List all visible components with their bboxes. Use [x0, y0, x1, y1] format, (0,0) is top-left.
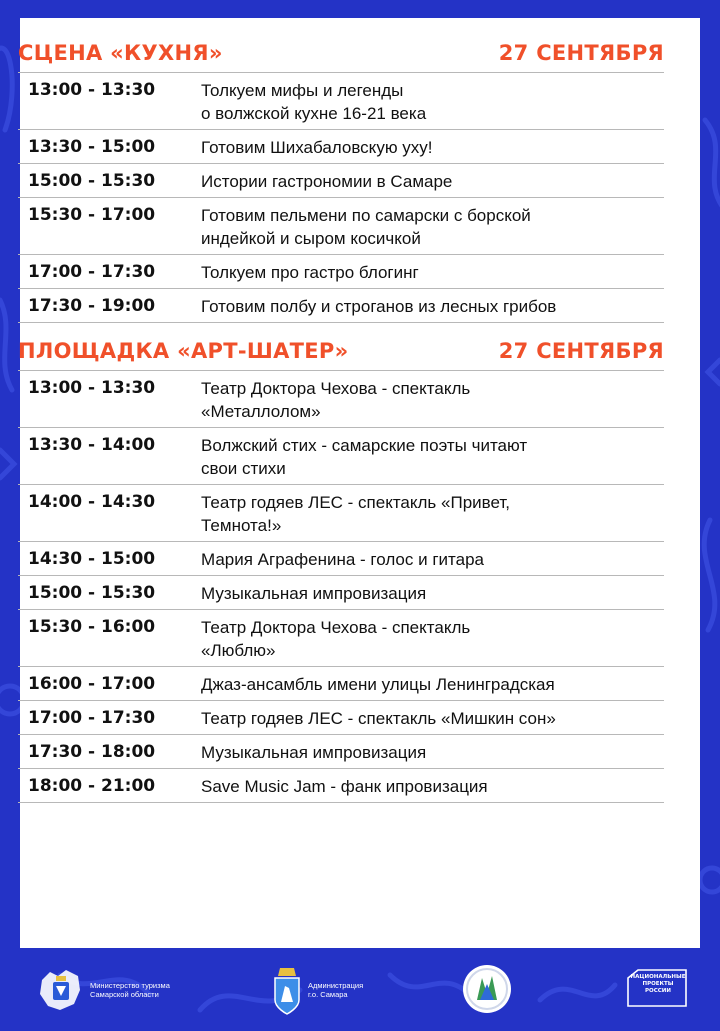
time-slot: 15:00 - 15:30: [28, 583, 156, 603]
table-row: [18, 576, 664, 610]
event-title: Толкуем про гастро блогинг: [201, 263, 419, 282]
schedule-table: [18, 72, 664, 323]
event-title: Театр годяев ЛЕС - спектакль «Привет, Темнота!»: [201, 493, 510, 535]
table-row: [18, 164, 664, 198]
time-slot: 13:00 - 13:30: [28, 378, 156, 398]
table-row: [18, 73, 664, 130]
time-slot: 17:30 - 19:00: [28, 296, 156, 316]
table-row: [18, 428, 664, 485]
table-row: [18, 485, 664, 542]
time-slot: 13:30 - 15:00: [28, 137, 156, 157]
table-row: [18, 130, 664, 164]
ministry-caption: Министерство туризма Самарской области: [90, 981, 170, 999]
time-slot: 14:00 - 14:30: [28, 492, 156, 512]
event-title: Готовим полбу и строганов из лесных грибов: [201, 297, 557, 316]
festival-round-logo-icon: [462, 964, 512, 1014]
national-projects-logo: [624, 968, 688, 1008]
table-row: [18, 735, 664, 769]
event-title: Save Music Jam - фанк ипровизация: [201, 777, 488, 796]
event-title: Джаз-ансамбль имени улицы Ленинградская: [201, 675, 555, 694]
ministry-logo: [38, 966, 170, 1014]
section-header: [18, 332, 664, 370]
administration-logo: [272, 964, 363, 1016]
time-slot: 17:30 - 18:00: [28, 742, 156, 762]
section-date: 27 СЕНТЯБРЯ: [498, 41, 664, 65]
administration-caption: Администрация г.о. Самара: [308, 981, 364, 999]
section-header: [18, 34, 664, 72]
event-title: Истории гастрономии в Самаре: [201, 172, 453, 191]
time-slot: 13:30 - 14:00: [28, 435, 156, 455]
event-title: Толкуем мифы и легенды о волжской кухне 16-21 века: [201, 81, 427, 123]
time-slot: 18:00 - 21:00: [28, 776, 156, 796]
schedule-table: [18, 370, 664, 803]
samara-city-emblem-icon: [272, 964, 302, 1016]
table-row: [18, 255, 664, 289]
section-title: ПЛОЩАДКА «АРТ-ШАТЕР»: [18, 339, 349, 363]
table-row: [18, 667, 664, 701]
event-title: Волжский стих - самарские поэты читают свои стихи: [201, 436, 528, 478]
event-title: Готовим пельмени по самарски с борской индейкой и сыром косичкой: [201, 206, 531, 248]
footer: [0, 948, 720, 1031]
event-title: Театр годяев ЛЕС - спектакль «Мишкин сон»: [201, 709, 556, 728]
event-title: Музыкальная импровизация: [201, 584, 427, 603]
table-row: [18, 198, 664, 255]
time-slot: 17:00 - 17:30: [28, 708, 156, 728]
table-row: [18, 371, 664, 428]
time-slot: 14:30 - 15:00: [28, 549, 156, 569]
section-kitchen-stage: [18, 34, 664, 323]
time-slot: 16:00 - 17:00: [28, 674, 156, 694]
section-date: 27 СЕНТЯБРЯ: [498, 339, 664, 363]
time-slot: 17:00 - 17:30: [28, 262, 156, 282]
section-title: СЦЕНА «КУХНЯ»: [18, 41, 223, 65]
event-title: Музыкальная импровизация: [201, 743, 427, 762]
section-art-tent: [18, 332, 664, 803]
time-slot: 15:30 - 16:00: [28, 617, 156, 637]
national-projects-text: НАЦИОНАЛЬНЫЕ ПРОЕКТЫ РОССИИ: [630, 974, 686, 994]
time-slot: 13:00 - 13:30: [28, 80, 156, 100]
event-title: Театр Доктора Чехова - спектакль «Люблю»: [201, 618, 471, 660]
time-slot: 15:00 - 15:30: [28, 171, 156, 191]
table-row: [18, 701, 664, 735]
samara-region-emblem-icon: [38, 966, 84, 1014]
event-title: Мария Аграфенина - голос и гитара: [201, 550, 484, 569]
table-row: [18, 610, 664, 667]
event-title: Театр Доктора Чехова - спектакль «Металлолом»: [201, 379, 471, 421]
time-slot: 15:30 - 17:00: [28, 205, 156, 225]
table-row: [18, 542, 664, 576]
event-title: Готовим Шихабаловскую уху!: [201, 138, 433, 157]
table-row: [18, 769, 664, 803]
table-row: [18, 289, 664, 323]
